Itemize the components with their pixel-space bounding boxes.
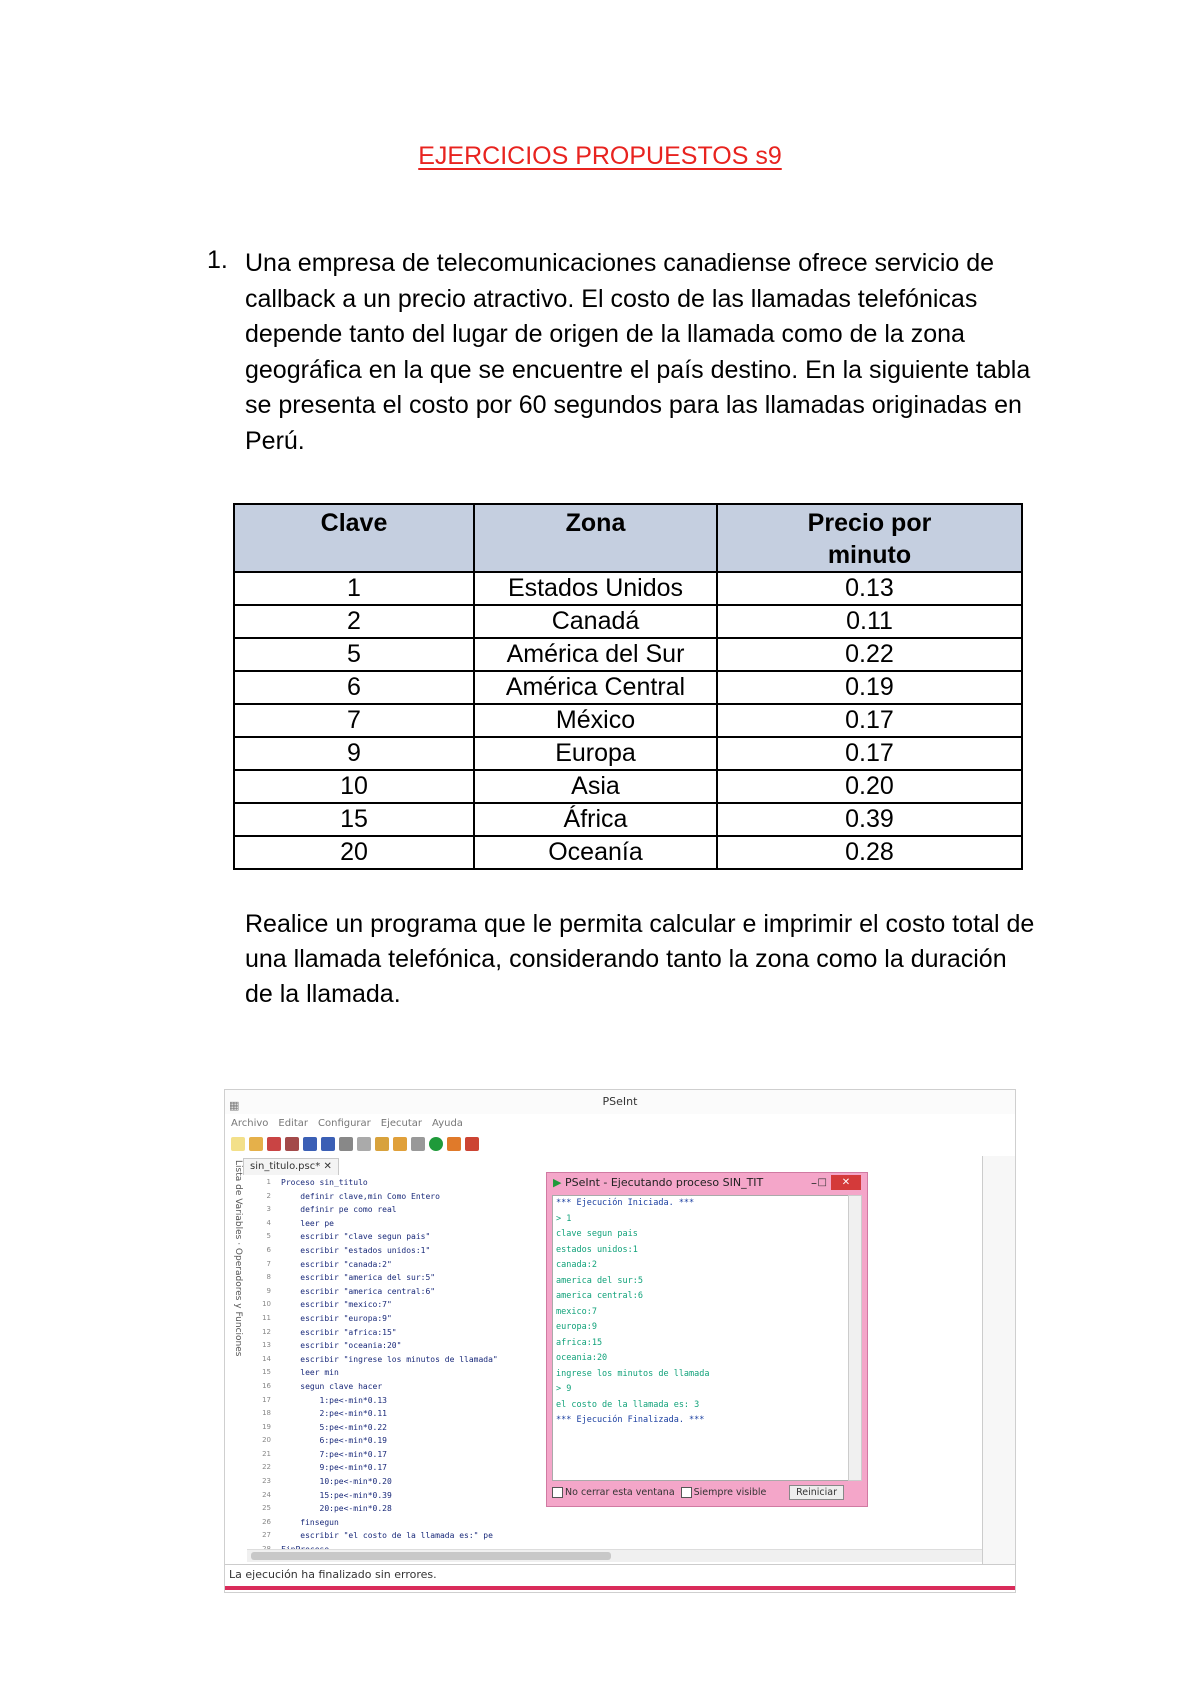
line-number: 16	[262, 1381, 271, 1390]
zones-table	[233, 503, 1023, 870]
exercise-statement: Una empresa de telecomunicaciones canadiense ofrece servicio de callback a un precio atractivo. El costo de las llamadas telefónicas depende tanto del lugar de origen de la llamada como de la zona geográfica en la que se encuentre el país destino. En la siguiente tabla se presenta el costo por 60 segundos para las llamadas originadas en Perú.	[245, 249, 1031, 455]
menu-bar	[225, 1114, 1015, 1132]
line-number: 15	[262, 1368, 271, 1377]
header-clave: Clave	[234, 504, 474, 572]
horizontal-scrollbar[interactable]	[247, 1549, 982, 1562]
save-icon[interactable]	[267, 1137, 281, 1151]
line-number: 19	[262, 1422, 271, 1431]
window-title-bar	[225, 1090, 1015, 1114]
line-number: 12	[262, 1327, 271, 1336]
app-icon: ▦	[229, 1099, 240, 1112]
cell-zona: Europa	[474, 737, 717, 770]
redo-icon[interactable]	[321, 1137, 335, 1151]
console-line: ingrese los minutos de llamada	[556, 1368, 710, 1379]
run-icon[interactable]	[429, 1137, 443, 1151]
line-number: 26	[262, 1517, 271, 1526]
menu-item[interactable]: Archivo	[231, 1117, 269, 1129]
code-line: segun clave hacer	[281, 1381, 383, 1391]
pseint-screenshot	[224, 1089, 1016, 1593]
new-file-icon[interactable]	[231, 1137, 245, 1151]
code-line: escribir "mexico:7"	[281, 1300, 392, 1310]
cell-precio: 0.19	[717, 671, 1022, 704]
code-line: escribir "ingrese los minutos de llamada"	[281, 1354, 498, 1364]
code-line: leer min	[281, 1368, 339, 1378]
console-line: > 1	[556, 1213, 572, 1224]
menu-item[interactable]: Ejecutar	[380, 1117, 423, 1129]
code-line: 10:pe<-min*0.20	[281, 1477, 392, 1487]
table-row	[234, 671, 1022, 704]
code-line: definir pe como real	[281, 1205, 397, 1215]
code-line: Proceso sin_titulo	[281, 1178, 368, 1187]
code-line: escribir "oceania:20"	[281, 1341, 402, 1351]
find-icon[interactable]	[393, 1137, 407, 1151]
cell-precio: 0.20	[717, 770, 1022, 803]
cell-clave: 6	[234, 671, 474, 704]
close-tab-icon[interactable]: ✕	[323, 1161, 332, 1172]
console-scrollbar[interactable]	[848, 1195, 862, 1481]
restart-button[interactable]: Reiniciar	[789, 1485, 844, 1500]
table-row	[234, 572, 1022, 605]
no-close-checkbox[interactable]	[552, 1487, 675, 1498]
code-line: finsegun	[281, 1517, 339, 1527]
code-line: 15:pe<-min*0.39	[281, 1490, 392, 1500]
line-number: 13	[262, 1341, 271, 1350]
step-icon[interactable]	[447, 1137, 461, 1151]
cell-precio: 0.22	[717, 638, 1022, 671]
table-row	[234, 803, 1022, 836]
undo-icon[interactable]	[303, 1137, 317, 1151]
cell-zona: Oceanía	[474, 836, 717, 869]
line-number: 5	[266, 1232, 271, 1241]
cell-clave: 10	[234, 770, 474, 803]
code-line: 20:pe<-min*0.28	[281, 1504, 392, 1514]
console-line: estados unidos:1	[556, 1244, 638, 1255]
cell-zona: América del Sur	[474, 638, 717, 671]
cell-zona: América Central	[474, 671, 717, 704]
console-line: america del sur:5	[556, 1275, 643, 1286]
line-number: 27	[262, 1531, 271, 1540]
console-line: europa:9	[556, 1322, 597, 1332]
execution-title: PSeInt - Ejecutando proceso SIN_TIT	[564, 1176, 764, 1189]
cell-clave: 2	[234, 605, 474, 638]
paste-icon[interactable]	[375, 1137, 389, 1151]
cell-clave: 15	[234, 803, 474, 836]
execution-footer	[552, 1483, 858, 1501]
task-statement: Realice un programa que le permita calcular e imprimir el costo total de una llamada telefónica, considerando tanto la zona como la duración de la llamada.	[245, 910, 1035, 1008]
line-number: 4	[266, 1218, 271, 1227]
console-line: el costo de la llamada es: 3	[556, 1399, 700, 1410]
code-line: 1:pe<-min*0.13	[281, 1395, 387, 1405]
line-number: 21	[262, 1449, 271, 1458]
cell-precio: 0.39	[717, 803, 1022, 836]
line-number: 6	[266, 1245, 271, 1254]
right-panel	[982, 1156, 1016, 1564]
table-row	[234, 638, 1022, 671]
code-line: 6:pe<-min*0.19	[281, 1436, 387, 1446]
cell-precio: 0.17	[717, 704, 1022, 737]
code-line: 5:pe<-min*0.22	[281, 1422, 387, 1432]
copy-icon[interactable]	[357, 1137, 371, 1151]
code-line: escribir "estados unidos:1"	[281, 1245, 431, 1255]
line-number: 14	[262, 1354, 271, 1363]
run-title-icon: ▶	[553, 1176, 562, 1189]
tab-file[interactable]	[243, 1158, 339, 1175]
cell-zona: Estados Unidos	[474, 572, 717, 605]
table-row	[234, 770, 1022, 803]
console-line: > 9	[556, 1384, 572, 1394]
console-line: *** Ejecución Finalizada. ***	[556, 1415, 705, 1425]
console-output	[552, 1195, 850, 1481]
header-precio: Precio por minuto	[717, 504, 1022, 572]
cell-zona: África	[474, 803, 717, 836]
indent-icon[interactable]	[411, 1137, 425, 1151]
line-number: 7	[266, 1259, 271, 1268]
cell-zona: Canadá	[474, 605, 717, 638]
always-visible-checkbox[interactable]	[681, 1487, 767, 1498]
open-file-icon[interactable]	[249, 1137, 263, 1151]
table-row	[234, 737, 1022, 770]
console-line: africa:15	[556, 1337, 603, 1348]
console-line: mexico:7	[556, 1306, 597, 1317]
cell-clave: 20	[234, 836, 474, 869]
code-line: escribir "africa:15"	[281, 1327, 397, 1337]
tab-file-label: sin_titulo.psc*	[250, 1161, 321, 1172]
console-line: clave segun pais	[556, 1229, 638, 1239]
header-zona: Zona	[474, 504, 717, 572]
line-number: 3	[266, 1205, 271, 1214]
no-close-label: No cerrar esta ventana	[565, 1486, 675, 1498]
menu-item[interactable]: Editar	[278, 1117, 308, 1129]
code-line: escribir "canada:2"	[281, 1259, 392, 1269]
table-row	[234, 836, 1022, 869]
code-line: escribir "europa:9"	[281, 1313, 392, 1323]
code-line: escribir "el costo de la llamada es:" pe	[281, 1531, 493, 1541]
line-number: 10	[262, 1300, 271, 1309]
line-number: 18	[262, 1409, 271, 1418]
cell-precio: 0.11	[717, 605, 1022, 638]
execution-title-bar	[547, 1173, 867, 1193]
code-line: escribir "america central:6"	[281, 1286, 436, 1296]
menu-item[interactable]: Ayuda	[432, 1117, 463, 1129]
code-line: 2:pe<-min*0.11	[281, 1409, 387, 1419]
cell-clave: 5	[234, 638, 474, 671]
table-header-row	[234, 504, 1022, 572]
cell-precio: 0.13	[717, 572, 1022, 605]
cell-zona: México	[474, 704, 717, 737]
cut-icon[interactable]	[339, 1137, 353, 1151]
line-number: 8	[266, 1273, 271, 1282]
maximize-icon[interactable]: □	[817, 1177, 827, 1188]
flowchart-icon[interactable]	[465, 1137, 479, 1151]
line-number: 1	[266, 1178, 271, 1186]
console-line: america central:6	[556, 1291, 643, 1301]
exercise-number: 1.	[207, 246, 228, 274]
cell-zona: Asia	[474, 770, 717, 803]
line-number: 25	[262, 1504, 271, 1513]
cell-precio: 0.17	[717, 737, 1022, 770]
menu-item[interactable]: Configurar	[318, 1117, 371, 1129]
bottom-accent-line	[225, 1586, 1015, 1590]
cell-clave: 9	[234, 737, 474, 770]
code-line: 9:pe<-min*0.17	[281, 1463, 387, 1473]
always-visible-label: Siempre visible	[693, 1486, 767, 1498]
console-line: oceania:20	[556, 1353, 608, 1363]
table-row	[234, 704, 1022, 737]
line-number: 2	[266, 1191, 271, 1200]
code-area[interactable]	[281, 1176, 498, 1557]
side-tabs[interactable]: Lista de Variables · Operadores y Funciones	[233, 1160, 243, 1357]
line-number: 17	[262, 1395, 271, 1404]
table-row	[234, 605, 1022, 638]
line-number: 22	[262, 1463, 271, 1472]
code-line: escribir "clave segun pais"	[281, 1232, 431, 1242]
line-number: 24	[262, 1490, 271, 1499]
page-title: EJERCICIOS PROPUESTOS s9	[418, 142, 782, 170]
code-line: definir clave,min Como Entero	[281, 1191, 440, 1201]
cell-clave: 1	[234, 572, 474, 605]
scroll-thumb[interactable]	[251, 1552, 611, 1560]
line-numbers	[247, 1176, 275, 1548]
line-number: 23	[262, 1477, 271, 1486]
code-line: 7:pe<-min*0.17	[281, 1449, 387, 1459]
code-line: leer pe	[281, 1218, 334, 1228]
console-line: *** Ejecución Iniciada. ***	[556, 1198, 695, 1208]
code-line: escribir "america del sur:5"	[281, 1273, 436, 1283]
save-as-icon[interactable]	[285, 1137, 299, 1151]
status-bar: La ejecución ha finalizado sin errores.	[225, 1564, 1016, 1585]
window-title: PSeInt	[602, 1095, 638, 1108]
cell-precio: 0.28	[717, 836, 1022, 869]
close-button[interactable]: ✕	[831, 1175, 861, 1190]
execution-window	[546, 1172, 868, 1507]
cell-clave: 7	[234, 704, 474, 737]
toolbar	[225, 1132, 1015, 1156]
console-line: canada:2	[556, 1260, 597, 1270]
line-number: 11	[262, 1313, 271, 1322]
line-number: 9	[266, 1286, 271, 1295]
minimize-icon[interactable]: –	[811, 1176, 817, 1190]
line-number: 20	[262, 1436, 271, 1445]
